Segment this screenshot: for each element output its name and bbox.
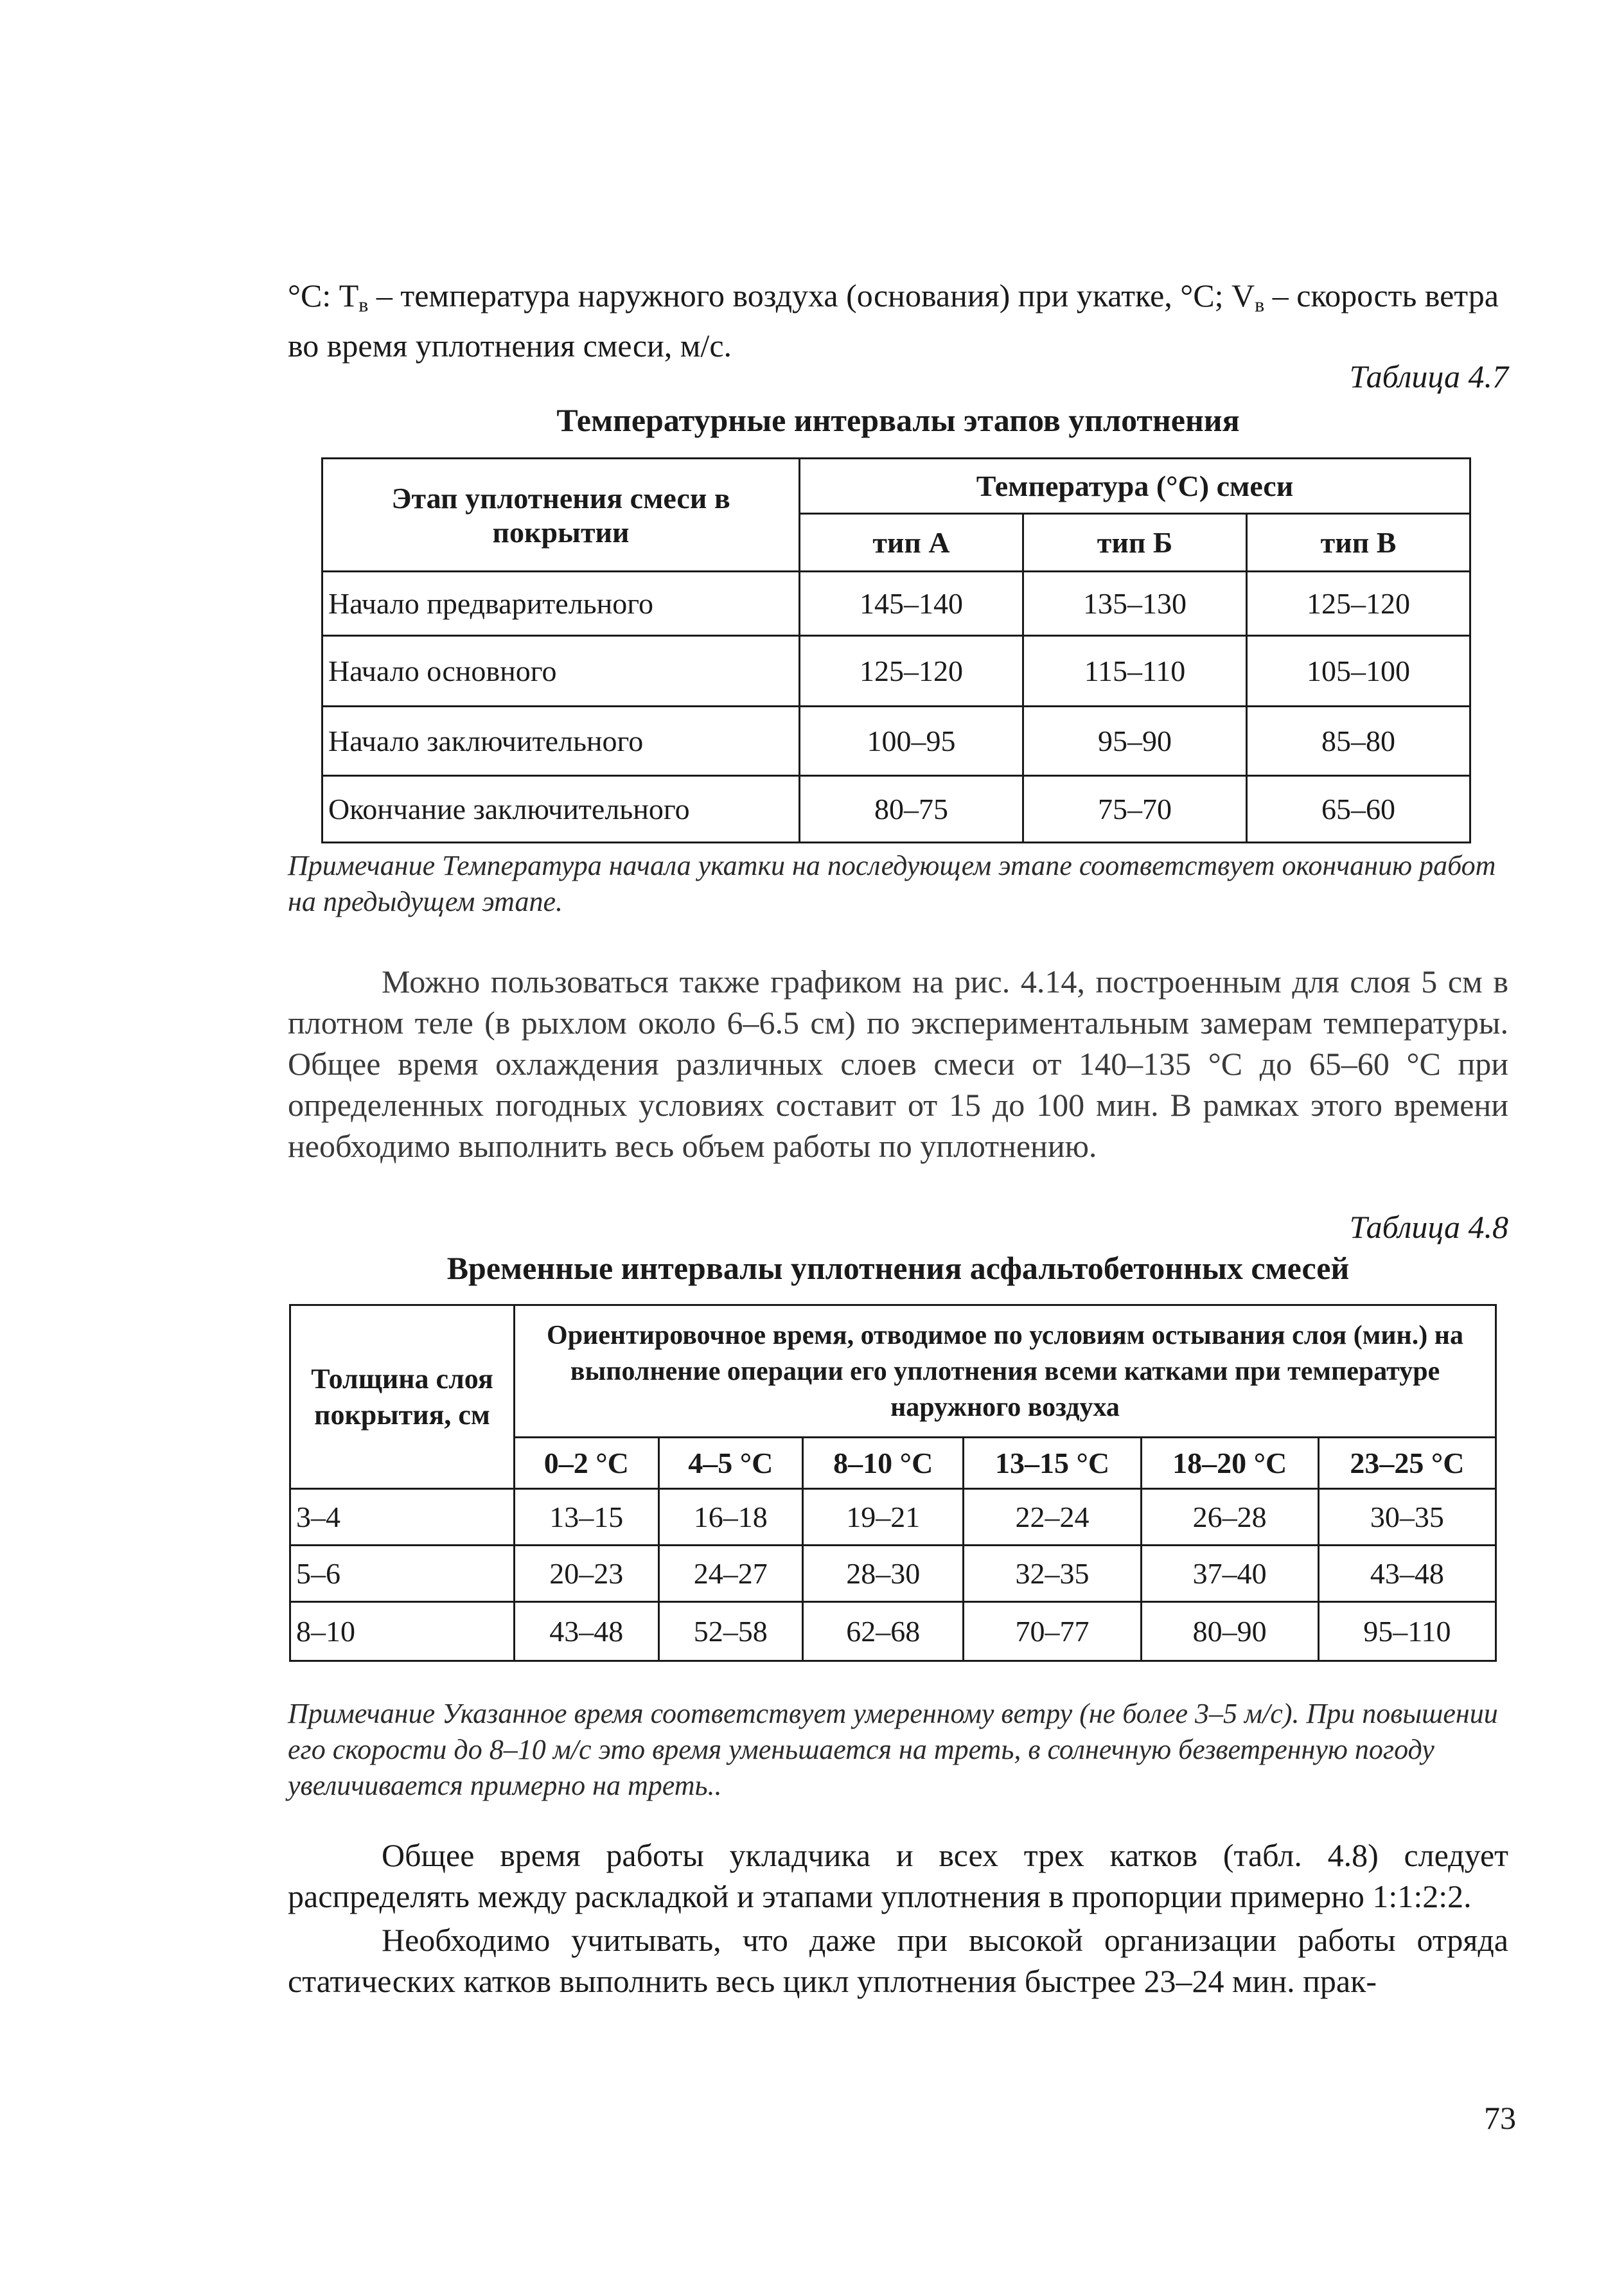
table-row: [322, 636, 1470, 707]
stage-header: Этап уплотнения смеси в покрытии: [322, 459, 800, 572]
value-cell: 125–120: [1247, 572, 1470, 636]
stage-cell: Начало заключительного: [322, 707, 800, 776]
value-cell: 70–77: [964, 1602, 1141, 1661]
value-cell: 80–90: [1141, 1602, 1318, 1661]
temp-col-header: 13–15 °С: [964, 1438, 1141, 1489]
thickness-cell: 3–4: [290, 1489, 515, 1546]
value-cell: 125–120: [800, 636, 1023, 707]
value-cell: 24–27: [658, 1546, 803, 1602]
paragraph-2: Общее время работы укладчика и всех трех катков (табл. 4.8) следует распределять между раскладкой и этапами уплотнения в пропорции примерно 1:1:2:2.: [288, 1837, 1508, 1914]
value-cell: 75–70: [1023, 776, 1247, 843]
value-cell: 30–35: [1318, 1489, 1496, 1546]
temp-col-header: 8–10 °С: [803, 1438, 964, 1489]
value-cell: 13–15: [515, 1489, 659, 1546]
thickness-cell: 8–10: [290, 1602, 515, 1661]
value-cell: 145–140: [800, 572, 1023, 636]
value-cell: 135–130: [1023, 572, 1247, 636]
value-cell: 22–24: [964, 1489, 1141, 1546]
time-header: Ориентировочное время, отводимое по условиям остывания слоя (мин.) на выполнение операции его уплотнения всеми катками при температуре наружного воздуха: [515, 1305, 1496, 1438]
value-cell: 52–58: [658, 1602, 803, 1661]
table47-title: Температурные интервалы этапов уплотнения: [556, 402, 1240, 438]
table-4-7: [321, 457, 1471, 843]
table-row: [322, 572, 1470, 636]
value-cell: 20–23: [515, 1546, 659, 1602]
value-cell: 85–80: [1247, 707, 1470, 776]
subscript-v2: в: [1255, 293, 1265, 316]
value-cell: 100–95: [800, 707, 1023, 776]
value-cell: 95–110: [1318, 1602, 1496, 1661]
temp-col-header: 0–2 °С: [515, 1438, 659, 1489]
value-cell: 43–48: [1318, 1546, 1496, 1602]
intro-line1-part-c: – скорость ветра: [1264, 278, 1499, 313]
table-row: [290, 1489, 1496, 1546]
table48-title: Временные интервалы уплотнения асфальтобетонных смесей: [446, 1250, 1350, 1286]
stage-cell: Начало основного: [322, 636, 800, 707]
table-4-8: [289, 1304, 1497, 1662]
value-cell: 62–68: [803, 1602, 964, 1661]
temperature-header: Температура (°С) смеси: [800, 459, 1470, 514]
thickness-cell: 5–6: [290, 1546, 515, 1602]
type-a-header: тип А: [800, 514, 1023, 572]
table-row: [290, 1602, 1496, 1661]
value-cell: 28–30: [803, 1546, 964, 1602]
value-cell: 37–40: [1141, 1546, 1318, 1602]
temp-col-header: 23–25 °С: [1318, 1438, 1496, 1489]
intro-text: [288, 275, 1508, 366]
table47-label: Таблица 4.7: [1349, 358, 1508, 394]
value-cell: 16–18: [658, 1489, 803, 1546]
table-row: [290, 1546, 1496, 1602]
table47-note: Примечание Температура начала укатки на последующем этапе соответствует окончанию работ на предыдущем этапе.: [288, 850, 1496, 917]
value-cell: 95–90: [1023, 707, 1247, 776]
value-cell: 26–28: [1141, 1489, 1318, 1546]
temp-col-header: 18–20 °С: [1141, 1438, 1318, 1489]
table-row: [322, 707, 1470, 776]
value-cell: 65–60: [1247, 776, 1470, 843]
stage-cell: Окончание заключительного: [322, 776, 800, 843]
value-cell: 115–110: [1023, 636, 1247, 707]
value-cell: 105–100: [1247, 636, 1470, 707]
intro-line2: во время уплотнения смеси, м/с.: [288, 328, 732, 364]
intro-line1-part-a: °С: Т: [288, 278, 359, 313]
thickness-header: Толщина слоя покрытия, см: [290, 1305, 515, 1489]
stage-cell: Начало предварительного: [322, 572, 800, 636]
intro-line1-part-b: – температура наружного воздуха (основания) при укатке, °С; V: [368, 278, 1255, 313]
table48-label: Таблица 4.8: [1349, 1209, 1508, 1245]
value-cell: 80–75: [800, 776, 1023, 843]
table48-note: Примечание Указанное время соответствует умеренному ветру (не более 3–5 м/с). При повышении его скорости до 8–10 м/с это время уменьшается на треть, в солнечную безветренную погоду увеличивается примерно на треть..: [288, 1698, 1498, 1801]
temp-col-header: 4–5 °С: [658, 1438, 803, 1489]
subscript-v1: в: [358, 293, 369, 316]
value-cell: 43–48: [515, 1602, 659, 1661]
paragraph-1: Можно пользоваться также графиком на рис. 4.14, построенным для слоя 5 см в плотном теле (в рыхлом около 6–6.5 см) по экспериментальным замерам температуры. Общее время охлаждения различных слоев смеси от 140–135 °С до 65–60 °С при определенных погодных условиях составит от 15 до 100 мин. В рамках этого времени необходимо выполнить весь объем работы по уплотнению.: [288, 964, 1508, 1164]
paragraph-3: Необходимо учитывать, что даже при высокой организации работы отряда статических катков выполнить весь цикл уплотнения быстрее 23–24 мин. прак-: [288, 1922, 1508, 1999]
type-v-header: тип В: [1247, 514, 1470, 572]
page-number: 73: [1484, 2100, 1516, 2136]
value-cell: 19–21: [803, 1489, 964, 1546]
type-b-header: тип Б: [1023, 514, 1247, 572]
value-cell: 32–35: [964, 1546, 1141, 1602]
table-row: [322, 776, 1470, 843]
